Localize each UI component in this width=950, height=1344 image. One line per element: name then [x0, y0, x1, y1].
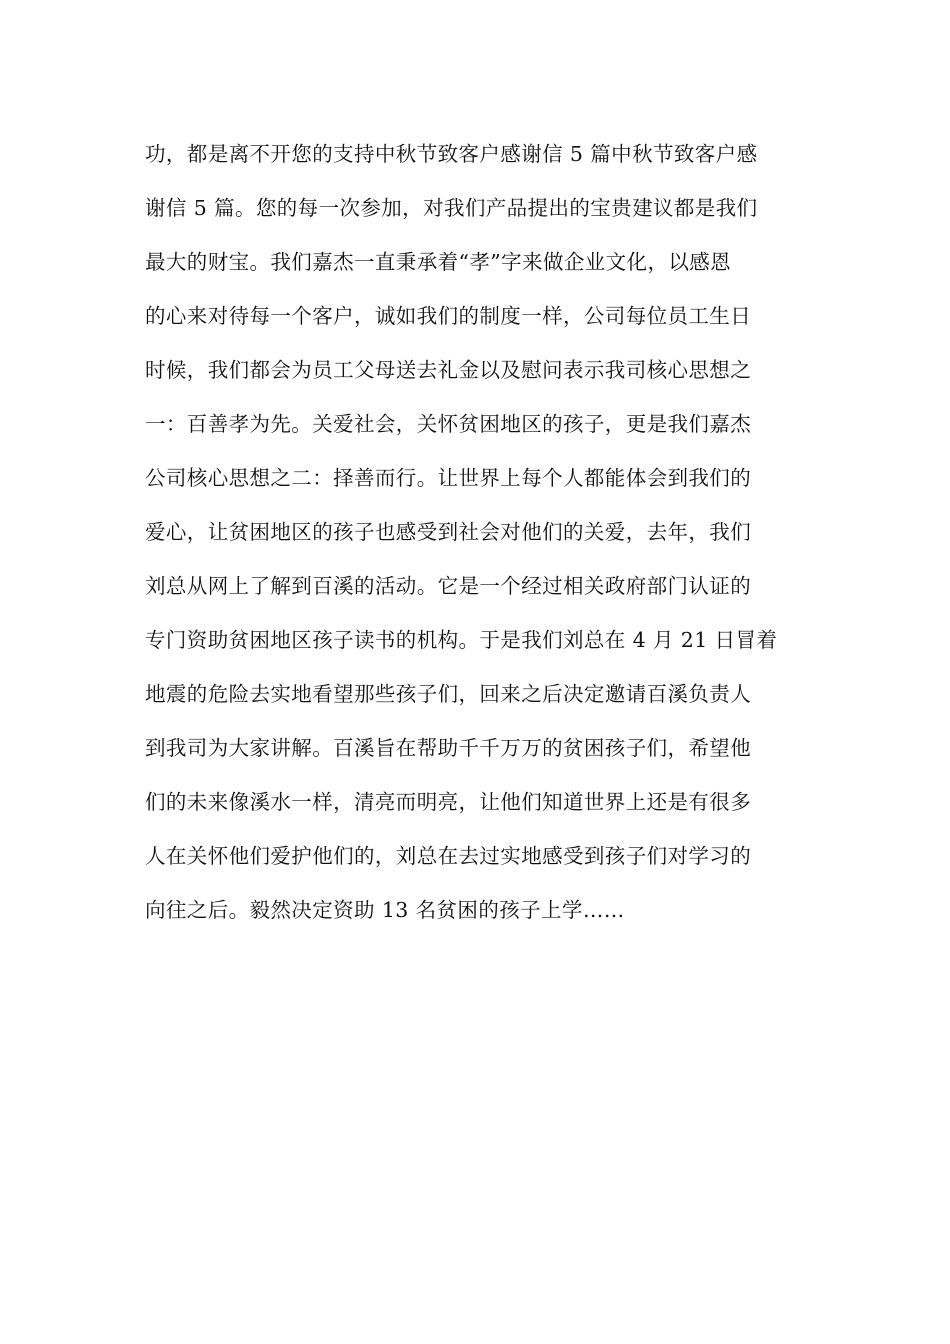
text-line: 时候，我们都会为员工父母送去礼金以及慰问表示我司核心思想之: [145, 358, 752, 382]
text-line: 人在关怀他们爱护他们的，刘总在去过实地感受到孩子们对学习的: [145, 844, 752, 868]
text-line: 向往之后。毅然决定资助 13 名贫困的孩子上学……: [145, 898, 625, 922]
text-line: 爱心，让贫困地区的孩子也感受到社会对他们的关爱，去年，我们: [145, 520, 752, 544]
text-line: 地震的危险去实地看望那些孩子们，回来之后决定邀请百溪负责人: [145, 682, 752, 706]
body-paragraph: [145, 127, 810, 937]
text-line: 到我司为大家讲解。百溪旨在帮助千千万万的贫困孩子们，希望他: [145, 736, 752, 760]
text-line: 刘总从网上了解到百溪的活动。它是一个经过相关政府部门认证的: [145, 574, 752, 598]
text-line: 公司核心思想之二：择善而行。让世界上每个人都能体会到我们的: [145, 466, 752, 490]
text-line: 一：百善孝为先。关爱社会，关怀贫困地区的孩子，更是我们嘉杰: [145, 412, 752, 436]
text-line: 谢信 5 篇。您的每一次参加，对我们产品提出的宝贵建议都是我们: [145, 196, 758, 220]
text-line: 的心来对待每一个客户，诚如我们的制度一样，公司每位员工生日: [145, 304, 752, 328]
text-line: 最大的财宝。我们嘉杰一直秉承着“孝”字来做企业文化，以感恩: [145, 250, 732, 274]
text-line: 们的未来像溪水一样，清亮而明亮，让他们知道世界上还是有很多: [145, 790, 752, 814]
text-line: 专门资助贫困地区孩子读书的机构。于是我们刘总在 4 月 21 日冒着: [145, 628, 778, 652]
text-line: 功，都是离不开您的支持中秋节致客户感谢信 5 篇中秋节致客户感: [145, 142, 758, 166]
